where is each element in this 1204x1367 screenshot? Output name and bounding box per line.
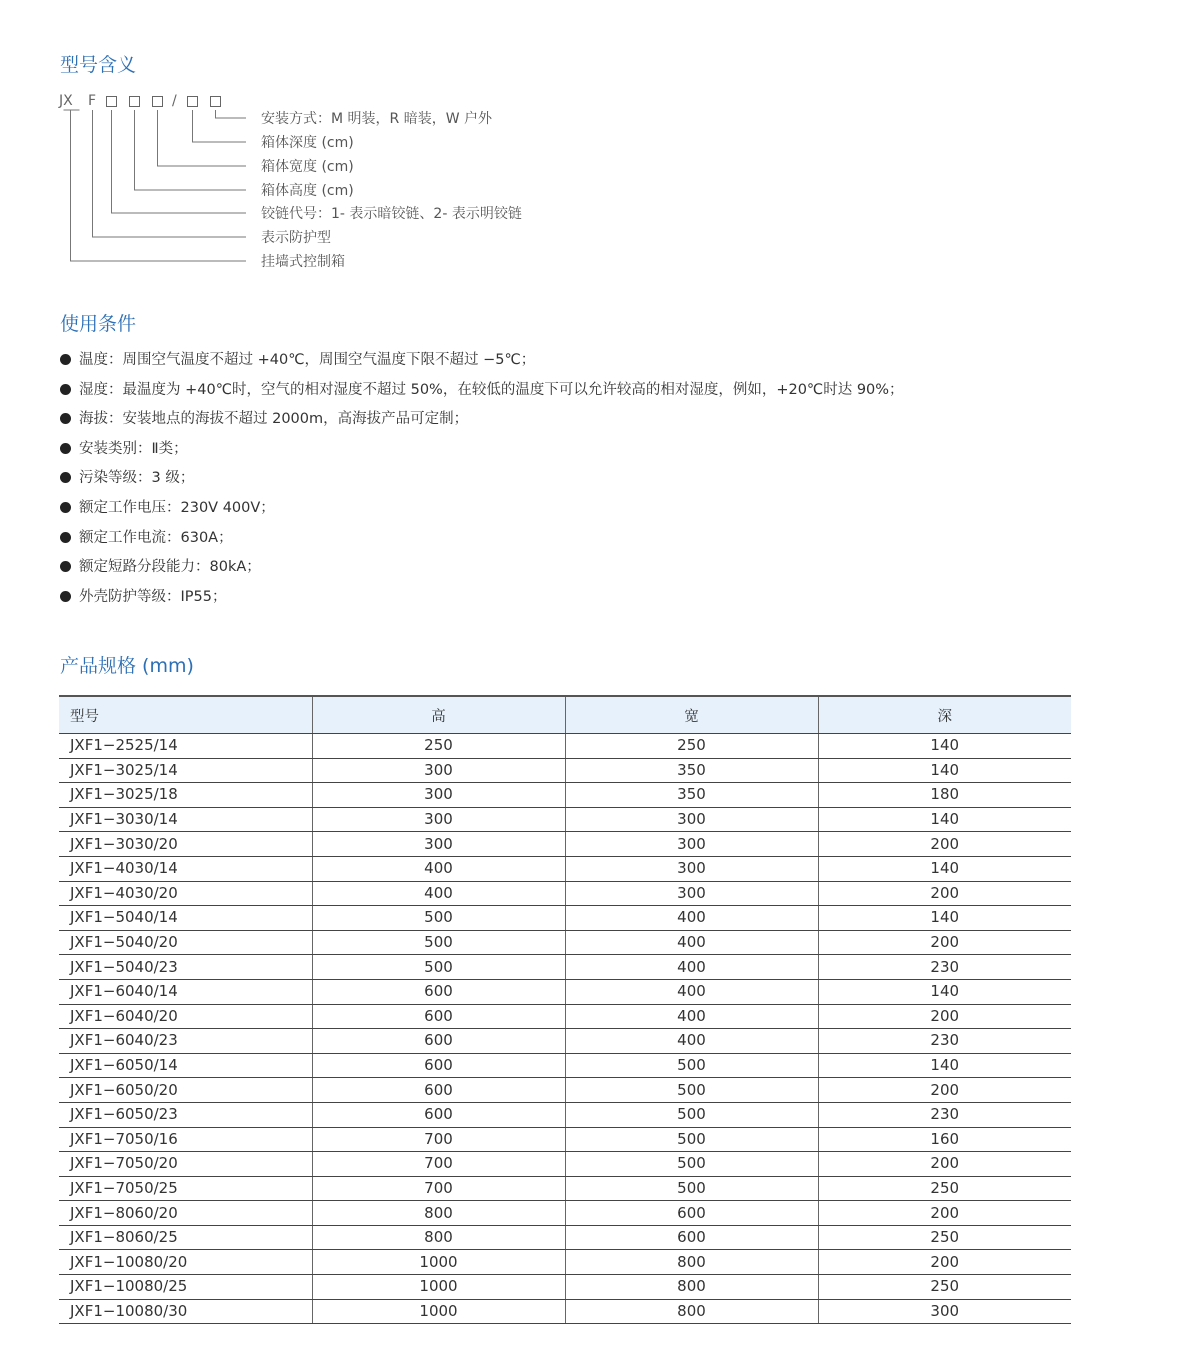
cell-height: 1000 [312,1250,565,1275]
section-title-specs: 产品规格 (mm) [60,655,194,677]
cell-model: JXF1−6040/23 [59,1029,312,1054]
cell-model: JXF1−3025/14 [59,758,312,783]
cell-width: 800 [565,1275,818,1300]
condition-text: 外壳防护等级：IP55； [79,588,227,605]
cell-width: 300 [565,832,818,857]
cell-depth: 230 [818,1102,1071,1127]
cell-height: 600 [312,1078,565,1103]
cell-height: 600 [312,1004,565,1029]
cell-model: JXF1−7050/16 [59,1127,312,1152]
code-letter: F [88,93,97,109]
cell-depth: 140 [818,906,1071,931]
cell-width: 300 [565,807,818,832]
cell-depth: 200 [818,1004,1071,1029]
cell-width: 500 [565,1078,818,1103]
cell-depth: 250 [818,1225,1071,1250]
list-item [60,498,904,528]
condition-text: 额定工作电流：630A； [79,529,233,546]
list-item [60,557,904,587]
cell-width: 300 [565,881,818,906]
condition-text: 海拔：安装地点的海拔不超过 2000m，高海拔产品可定制； [79,411,469,428]
spec-table [59,695,1071,1324]
cell-depth: 200 [818,930,1071,955]
cell-depth: 200 [818,832,1071,857]
bullet-icon [60,502,71,513]
code-label-depth: 箱体深度 (cm) [261,135,354,151]
cell-depth: 200 [818,1201,1071,1226]
bullet-icon [60,384,71,395]
column-header-width: 宽 [565,696,818,734]
column-header-model: 型号 [59,696,312,734]
cell-depth: 300 [818,1299,1071,1324]
list-item [60,409,904,439]
cell-width: 800 [565,1299,818,1324]
table-row [59,955,1071,980]
code-label-hinge: 铰链代号：1- 表示暗铰链、2- 表示明铰链 [261,206,522,222]
cell-height: 250 [312,734,565,759]
cell-depth: 140 [818,856,1071,881]
section-title-model-meaning: 型号含义 [60,54,137,76]
cell-height: 600 [312,1102,565,1127]
cell-height: 500 [312,955,565,980]
cell-height: 300 [312,832,565,857]
table-row [59,1152,1071,1177]
table-row [59,1102,1071,1127]
bullet-icon [60,443,71,454]
cell-depth: 140 [818,807,1071,832]
code-label-protective: 表示防护型 [261,230,331,246]
code-prefix: JX [59,93,73,109]
cell-depth: 250 [818,1275,1071,1300]
list-item [60,380,904,410]
cell-model: JXF1−6050/20 [59,1078,312,1103]
bullet-icon [60,561,71,572]
cell-width: 250 [565,734,818,759]
cell-height: 700 [312,1127,565,1152]
table-row [59,1029,1071,1054]
cell-model: JXF1−2525/14 [59,734,312,759]
list-item [60,587,904,617]
cell-width: 800 [565,1250,818,1275]
table-row [59,1275,1071,1300]
table-row [59,906,1071,931]
table-row [59,1127,1071,1152]
cell-model: JXF1−10080/20 [59,1250,312,1275]
model-code-leader-lines [0,0,1204,280]
list-item [60,528,904,558]
bullet-icon [60,472,71,483]
cell-height: 300 [312,783,565,808]
bullet-icon [60,532,71,543]
cell-model: JXF1−7050/20 [59,1152,312,1177]
cell-height: 600 [312,1053,565,1078]
table-row [59,734,1071,759]
cell-width: 400 [565,955,818,980]
code-label-width: 箱体宽度 (cm) [261,159,354,175]
table-row [59,881,1071,906]
table-row [59,1250,1071,1275]
table-row [59,1053,1071,1078]
cell-model: JXF1−5040/23 [59,955,312,980]
cell-height: 600 [312,1029,565,1054]
table-row [59,1299,1071,1324]
list-item [60,468,904,498]
cell-depth: 140 [818,1053,1071,1078]
cell-height: 300 [312,807,565,832]
list-item [60,350,904,380]
cell-model: JXF1−10080/30 [59,1299,312,1324]
cell-model: JXF1−8060/20 [59,1201,312,1226]
cell-model: JXF1−6050/14 [59,1053,312,1078]
table-row [59,856,1071,881]
cell-depth: 140 [818,734,1071,759]
cell-depth: 250 [818,1176,1071,1201]
cell-model: JXF1−5040/20 [59,930,312,955]
cell-model: JXF1−3025/18 [59,783,312,808]
cell-depth: 140 [818,758,1071,783]
cell-depth: 200 [818,1078,1071,1103]
cell-height: 700 [312,1176,565,1201]
table-row [59,1201,1071,1226]
list-item [60,439,904,469]
condition-text: 湿度：最温度为 +40℃时，空气的相对湿度不超过 50%，在较低的温度下可以允许较高的相对湿度，例如，+20℃时达 90%； [79,381,904,398]
cell-width: 500 [565,1127,818,1152]
cell-width: 400 [565,1029,818,1054]
bullet-icon [60,413,71,424]
table-row [59,758,1071,783]
table-row [59,832,1071,857]
cell-depth: 160 [818,1127,1071,1152]
section-title-conditions: 使用条件 [60,313,137,335]
cell-height: 500 [312,930,565,955]
cell-depth: 200 [818,881,1071,906]
cell-width: 300 [565,856,818,881]
table-row [59,1078,1071,1103]
code-label-wall-box: 挂墙式控制箱 [261,254,345,270]
cell-model: JXF1−5040/14 [59,906,312,931]
cell-width: 600 [565,1225,818,1250]
cell-width: 400 [565,1004,818,1029]
cell-model: JXF1−10080/25 [59,1275,312,1300]
cell-height: 300 [312,758,565,783]
table-header-row [59,696,1071,734]
condition-text: 温度：周围空气温度不超过 +40℃，周围空气温度下限不超过 −5℃； [79,352,536,368]
cell-width: 400 [565,979,818,1004]
cell-model: JXF1−6050/23 [59,1102,312,1127]
cell-model: JXF1−3030/14 [59,807,312,832]
cell-depth: 200 [818,1152,1071,1177]
cell-height: 600 [312,979,565,1004]
cell-model: JXF1−6040/14 [59,979,312,1004]
table-row [59,1176,1071,1201]
code-label-height: 箱体高度 (cm) [261,183,354,199]
cell-width: 400 [565,906,818,931]
cell-model: JXF1−4030/20 [59,881,312,906]
cell-depth: 140 [818,979,1071,1004]
condition-text: 额定工作电压：230V 400V； [79,499,275,516]
spec-table-body [59,734,1071,1324]
cell-width: 600 [565,1201,818,1226]
column-header-depth: 深 [818,696,1071,734]
cell-width: 500 [565,1176,818,1201]
cell-width: 500 [565,1053,818,1078]
cell-width: 400 [565,930,818,955]
cell-depth: 180 [818,783,1071,808]
cell-width: 500 [565,1102,818,1127]
cell-height: 800 [312,1201,565,1226]
cell-depth: 230 [818,1029,1071,1054]
bullet-icon [60,591,71,602]
cell-model: JXF1−3030/20 [59,832,312,857]
cell-depth: 200 [818,1250,1071,1275]
table-row [59,807,1071,832]
cell-width: 350 [565,783,818,808]
column-header-height: 高 [312,696,565,734]
cell-width: 350 [565,758,818,783]
code-label-install: 安装方式：M 明装，R 暗装，W 户外 [261,111,492,127]
code-slash: / [172,93,177,109]
condition-text: 额定短路分段能力：80kA； [79,559,261,576]
table-row [59,783,1071,808]
cell-height: 500 [312,906,565,931]
condition-text: 安装类别：Ⅱ类； [79,440,188,457]
cell-model: JXF1−7050/25 [59,1176,312,1201]
condition-text: 污染等级：3 级； [79,470,195,487]
cell-model: JXF1−8060/25 [59,1225,312,1250]
conditions-list [60,350,904,616]
table-row [59,979,1071,1004]
cell-height: 800 [312,1225,565,1250]
cell-depth: 230 [818,955,1071,980]
cell-height: 1000 [312,1299,565,1324]
cell-width: 500 [565,1152,818,1177]
table-row [59,930,1071,955]
bullet-icon [60,354,71,365]
cell-model: JXF1−6040/20 [59,1004,312,1029]
cell-model: JXF1−4030/14 [59,856,312,881]
table-row [59,1004,1071,1029]
cell-height: 700 [312,1152,565,1177]
table-row [59,1225,1071,1250]
cell-height: 1000 [312,1275,565,1300]
cell-height: 400 [312,856,565,881]
cell-height: 400 [312,881,565,906]
